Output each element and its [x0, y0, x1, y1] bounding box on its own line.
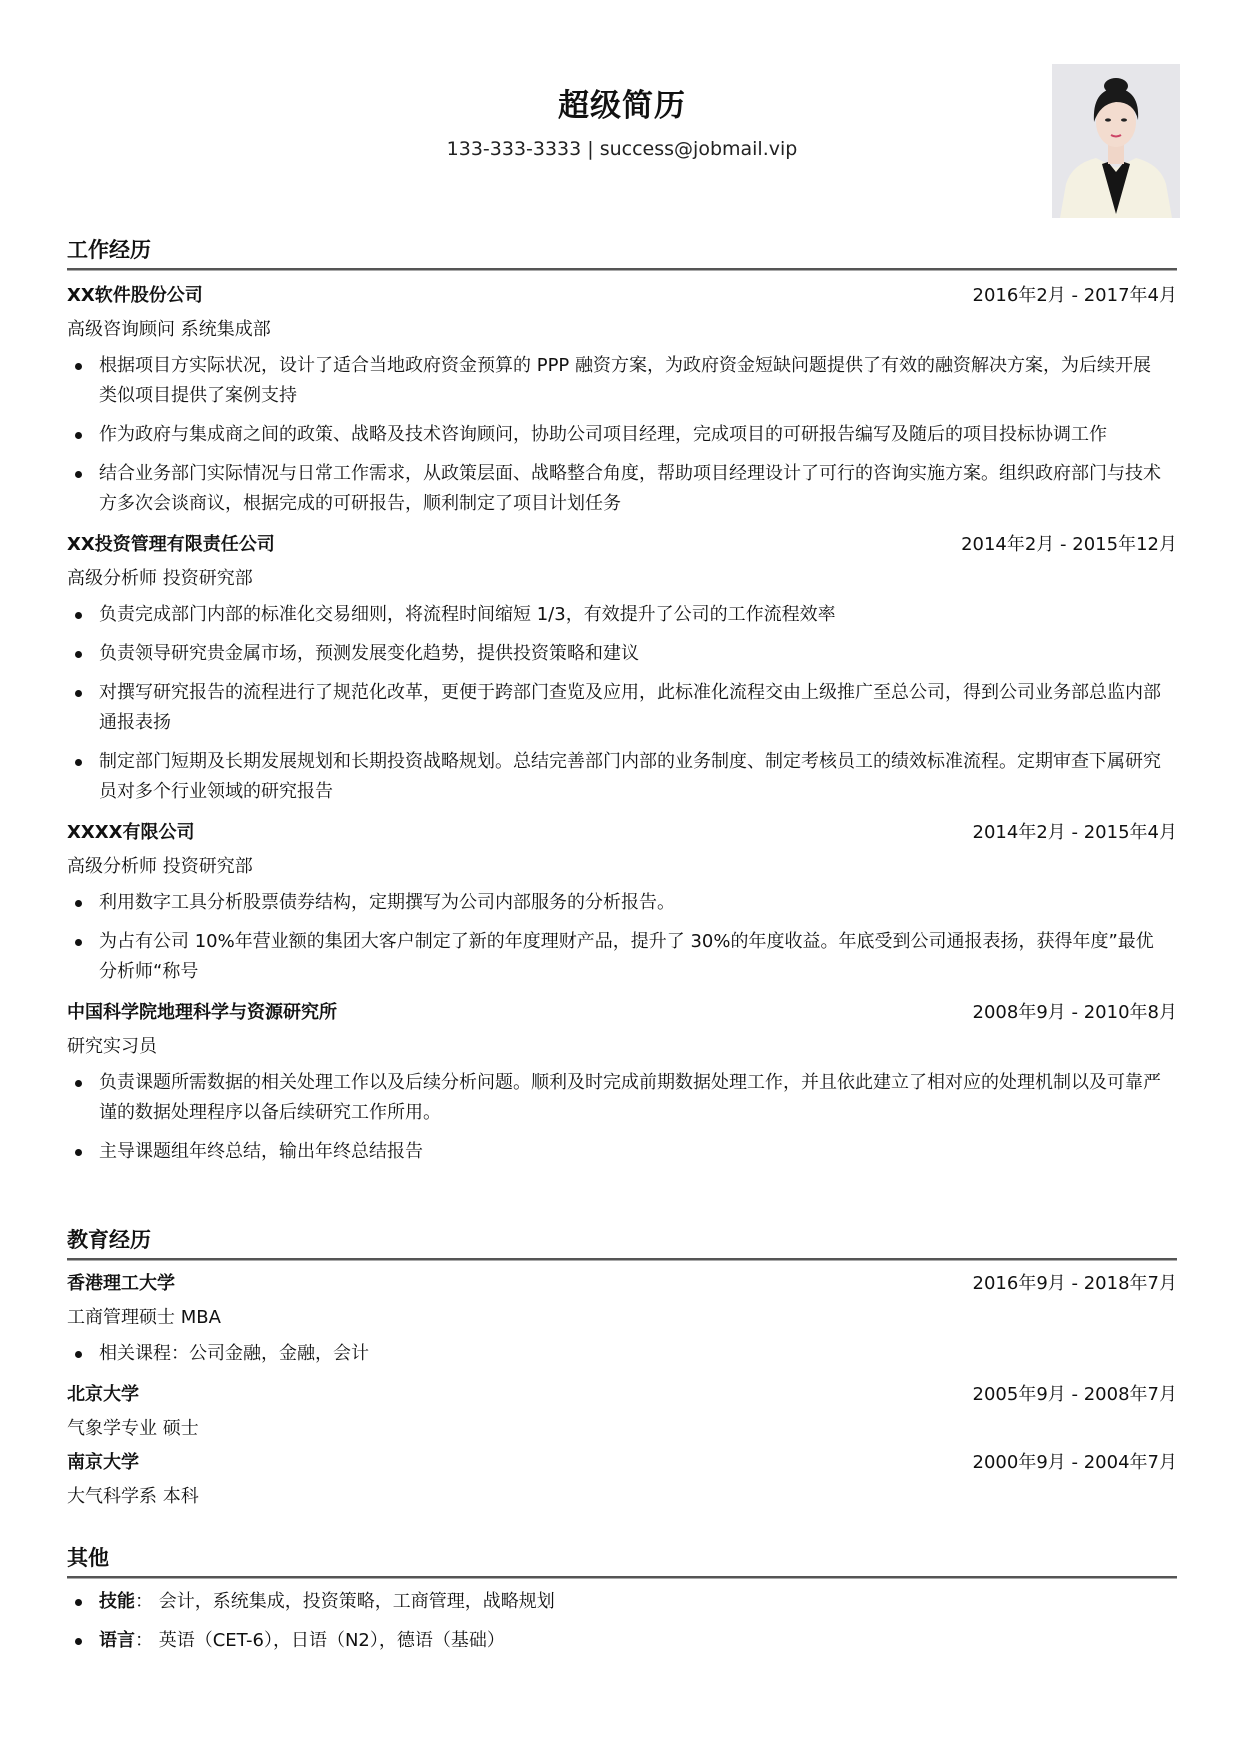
section-title: 教育经历: [67, 1228, 151, 1252]
company-name: XXXX有限公司: [67, 822, 195, 843]
resume-title: 超级简历: [558, 88, 686, 124]
school-name: 香港理工大学: [67, 1273, 175, 1294]
list-item: 为占有公司 10%年营业额的集团大客户制定了新的年度理财产品，提升了 30%的年度收益。年底受到公司通报表扬，获得年度”最优分析师“称号: [67, 927, 1177, 987]
date-range: 2008年9月 - 2010年8月: [972, 1002, 1177, 1023]
education-entry: [67, 1446, 1177, 1514]
profile-photo: [1052, 64, 1180, 218]
bullet-list: [67, 1339, 1177, 1369]
contact-info: 133-333-3333 | success@jobmail.vip: [446, 138, 798, 160]
job-title: 高级分析师 投资研究部: [67, 568, 253, 589]
date-range: 2014年2月 - 2015年4月: [972, 822, 1177, 843]
list-item: 相关课程：公司金融，金融，会计: [67, 1339, 1177, 1369]
languages-label: 语言: [99, 1630, 135, 1651]
list-item: 结合业务部门实际情况与日常工作需求，从政策层面、战略整合角度，帮助项目经理设计了可行的咨询实施方案。组织政府部门与技术方多次会谈商议，根据完成的可研报告，顺利制定了项目计划任务: [67, 459, 1177, 519]
company-name: XX软件股份公司: [67, 285, 203, 306]
date-range: 2016年9月 - 2018年7月: [972, 1273, 1177, 1294]
work-entry: [67, 528, 1177, 807]
degree: 工商管理硕士 MBA: [67, 1307, 221, 1328]
education-entry: [67, 1267, 1177, 1369]
job-title: 研究实习员: [67, 1036, 157, 1057]
date-range: 2005年9月 - 2008年7月: [972, 1384, 1177, 1405]
skills-value: 会计，系统集成，投资策略，工商管理，战略规划: [158, 1591, 555, 1612]
company-name: 中国科学院地理科学与资源研究所: [67, 1002, 337, 1023]
job-title: 高级咨询顾问 系统集成部: [67, 319, 271, 340]
section-divider: [67, 1258, 1177, 1261]
section-title: 工作经历: [67, 238, 151, 262]
date-range: 2014年2月 - 2015年12月: [961, 534, 1177, 555]
bullet-list: [67, 1068, 1177, 1167]
degree: 大气科学系 本科: [67, 1486, 199, 1507]
school-name: 北京大学: [67, 1384, 139, 1405]
skills-label: 技能: [99, 1591, 135, 1612]
date-range: 2016年2月 - 2017年4月: [972, 285, 1177, 306]
languages-item: [67, 1626, 1177, 1656]
section-title: 其他: [67, 1546, 109, 1570]
list-item: 对撰写研究报告的流程进行了规范化改革，更便于跨部门查览及应用，此标准化流程交由上级推广至总公司，得到公司业务部总监内部通报表扬: [67, 678, 1177, 738]
school-name: 南京大学: [67, 1452, 139, 1473]
bullet-list: [67, 600, 1177, 807]
work-entry: [67, 996, 1177, 1167]
resume-page: [67, 0, 1177, 1651]
other-section: [67, 1540, 1177, 1665]
list-item: 根据项目方实际状况，设计了适合当地政府资金预算的 PPP 融资方案，为政府资金短缺问题提供了有效的融资解决方案，为后续开展类似项目提供了案例支持: [67, 351, 1177, 411]
section-divider: [67, 1576, 1177, 1579]
work-entry: [67, 816, 1177, 987]
list-item: 负责课题所需数据的相关处理工作以及后续分析问题。顺利及时完成前期数据处理工作，并且依此建立了相对应的处理机制以及可靠严谨的数据处理程序以备后续研究工作所用。: [67, 1068, 1177, 1128]
list-item: 负责完成部门内部的标准化交易细则，将流程时间缩短 1/3，有效提升了公司的工作流程效率: [67, 600, 1177, 630]
education-entry: [67, 1378, 1177, 1446]
job-title: 高级分析师 投资研究部: [67, 856, 253, 877]
list-item: 利用数字工具分析股票债券结构，定期撰写为公司内部服务的分析报告。: [67, 888, 1177, 918]
degree: 气象学专业 硕士: [67, 1418, 199, 1439]
company-name: XX投资管理有限责任公司: [67, 534, 275, 555]
section-divider: [67, 268, 1177, 271]
separator: ：: [135, 1591, 159, 1612]
bullet-list: [67, 351, 1177, 519]
bullet-list: [67, 1587, 1177, 1656]
list-item: 制定部门短期及长期发展规划和长期投资战略规划。总结完善部门内部的业务制度、制定考核员工的绩效标准流程。定期审查下属研究员对多个行业领域的研究报告: [67, 747, 1177, 807]
list-item: 主导课题组年终总结，输出年终总结报告: [67, 1137, 1177, 1167]
list-item: 作为政府与集成商之间的政策、战略及技术咨询顾问，协助公司项目经理，完成项目的可研报告编写及随后的项目投标协调工作: [67, 420, 1177, 450]
work-entry: [67, 279, 1177, 519]
date-range: 2000年9月 - 2004年7月: [972, 1452, 1177, 1473]
languages-value: 英语（CET-6），日语（N2），德语（基础）: [158, 1630, 505, 1651]
separator: ：: [135, 1630, 159, 1651]
work-section: [67, 232, 1177, 1176]
education-section: [67, 1222, 1177, 1514]
skills-item: [67, 1587, 1177, 1617]
resume-header: [67, 0, 1177, 230]
bullet-list: [67, 888, 1177, 987]
portrait-image-icon: [1052, 64, 1180, 218]
list-item: 负责领导研究贵金属市场，预测发展变化趋势，提供投资策略和建议: [67, 639, 1177, 669]
